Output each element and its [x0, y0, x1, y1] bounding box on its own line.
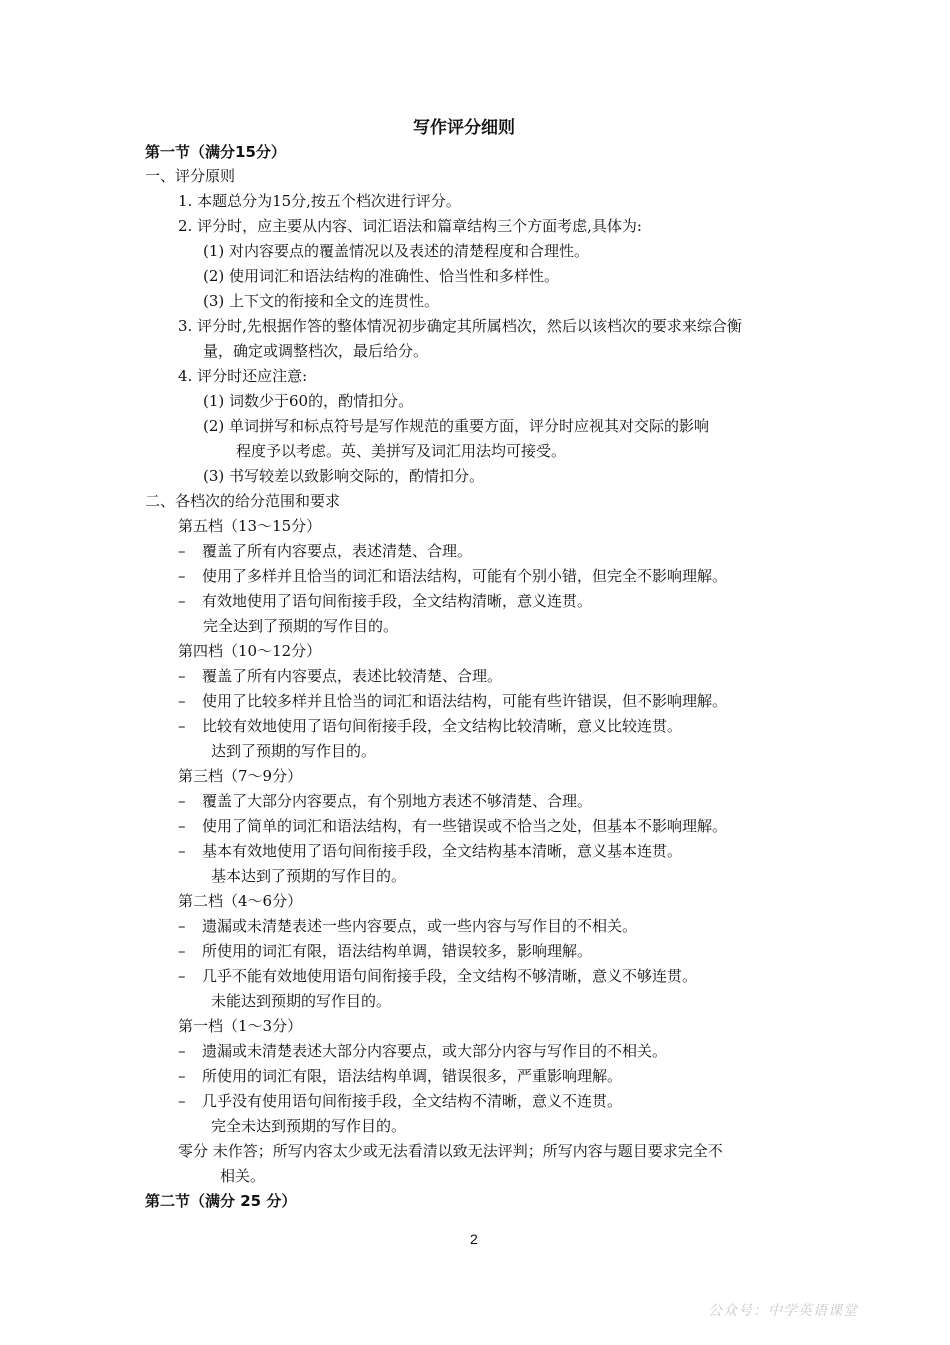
dash-mark: – — [178, 842, 186, 860]
level-goal: 完全未达到预期的写作目的。 — [211, 1117, 407, 1135]
watermark: 公众号：中学英语课堂 — [708, 1303, 858, 1319]
level-item-text: 使用了比较多样并且恰当的词汇和语法结构，可能有些许错误，但不影响理解。 — [202, 692, 728, 710]
principle-2c: (3) 上下文的衔接和全文的连贯性。 — [203, 292, 440, 310]
dash-mark: – — [178, 567, 186, 585]
principle-4a: (1) 词数少于60的，酌情扣分。 — [203, 392, 414, 410]
level-goal: 基本达到了预期的写作目的。 — [211, 867, 407, 885]
level-item-text: 覆盖了大部分内容要点，有个别地方表述不够清楚、合理。 — [202, 792, 593, 810]
level-item — [178, 691, 727, 711]
principle-4b-line2: 程度予以考虑。英、美拼写及词汇用法均可接受。 — [236, 442, 567, 460]
principle-2b: (2) 使用词汇和语法结构的准确性、恰当性和多样性。 — [203, 267, 560, 285]
dash-mark: – — [178, 1042, 186, 1060]
level-item-text: 遗漏或未清楚表述大部分内容要点，或大部分内容与写作目的不相关。 — [202, 1042, 668, 1060]
level-name: 第三档（7～9分） — [178, 767, 303, 785]
level-item — [178, 666, 502, 686]
section2-heading: 第二节（满分 25 分） — [145, 1192, 297, 1210]
level-item-text: 所使用的词汇有限，语法结构单调，错误很多，严重影响理解。 — [202, 1067, 623, 1085]
level-name: 第五档（13～15分） — [178, 517, 322, 535]
dash-mark: – — [178, 817, 186, 835]
dash-mark: – — [178, 1092, 186, 1110]
level-item-text: 基本有效地使用了语句间衔接手段，全文结构基本清晰，意义基本连贯。 — [202, 842, 683, 860]
page-number: 2 — [470, 1231, 478, 1247]
level-item — [178, 566, 727, 586]
level-item — [178, 591, 592, 611]
dash-mark: – — [178, 667, 186, 685]
principle-3-line2: 量，确定或调整档次，最后给分。 — [203, 342, 429, 360]
dash-mark: – — [178, 917, 186, 935]
level-item-text: 覆盖了所有内容要点，表述清楚、合理。 — [202, 542, 473, 560]
dash-mark: – — [178, 1067, 186, 1085]
level-item-text: 覆盖了所有内容要点，表述比较清楚、合理。 — [202, 667, 503, 685]
level-name: 第四档（10～12分） — [178, 642, 322, 660]
level-item — [178, 941, 592, 961]
principle-1: 1. 本题总分为15分,按五个档次进行评分。 — [178, 192, 461, 210]
dash-mark: – — [178, 792, 186, 810]
level-name: 第二档（4～6分） — [178, 892, 303, 910]
level-item — [178, 541, 472, 561]
dash-mark: – — [178, 967, 186, 985]
zero-score-line1: 零分 未作答；所写内容太少或无法看清以致无法评判；所写内容与题目要求完全不 — [178, 1142, 723, 1160]
dash-mark: – — [178, 717, 186, 735]
level-goal: 完全达到了预期的写作目的。 — [203, 617, 399, 635]
dash-mark: – — [178, 542, 186, 560]
level-item — [178, 966, 697, 986]
level-item — [178, 816, 727, 836]
dash-mark: – — [178, 942, 186, 960]
level-item — [178, 916, 637, 936]
level-item-text: 比较有效地使用了语句间衔接手段，全文结构比较清晰，意义比较连贯。 — [202, 717, 683, 735]
level-item-text: 几乎不能有效地使用语句间衔接手段，全文结构不够清晰，意义不够连贯。 — [202, 967, 698, 985]
principle-4: 4. 评分时还应注意: — [178, 367, 308, 385]
level-item — [178, 791, 592, 811]
principle-2: 2. 评分时，应主要从内容、词汇语法和篇章结构三个方面考虑,具体为: — [178, 217, 642, 235]
section1-heading: 第一节（满分15分） — [145, 143, 286, 161]
level-item-text: 遗漏或未清楚表述一些内容要点，或一些内容与写作目的不相关。 — [202, 917, 638, 935]
level-item-text: 使用了简单的词汇和语法结构，有一些错误或不恰当之处，但基本不影响理解。 — [202, 817, 728, 835]
level-item — [178, 716, 682, 736]
level-item-text: 使用了多样并且恰当的词汇和语法结构，可能有个别小错，但完全不影响理解。 — [202, 567, 728, 585]
dash-mark: – — [178, 692, 186, 710]
levels-heading: 二、各档次的给分范围和要求 — [145, 492, 341, 510]
page-title: 写作评分细则 — [413, 118, 515, 138]
zero-score-line2: 相关。 — [220, 1167, 266, 1185]
level-goal: 未能达到预期的写作目的。 — [211, 992, 392, 1010]
principle-2a: (1) 对内容要点的覆盖情况以及表述的清楚程度和合理性。 — [203, 242, 590, 260]
level-item-text: 几乎没有使用语句间衔接手段，全文结构不清晰，意义不连贯。 — [202, 1092, 623, 1110]
principle-3-line1: 3. 评分时,先根据作答的整体情况初步确定其所属档次，然后以该档次的要求来综合衡 — [178, 317, 742, 335]
level-item — [178, 1066, 622, 1086]
level-item — [178, 1091, 622, 1111]
dash-mark: – — [178, 592, 186, 610]
level-item-text: 所使用的词汇有限，语法结构单调，错误较多，影响理解。 — [202, 942, 593, 960]
principle-4b-line1: (2) 单词拼写和标点符号是写作规范的重要方面，评分时应视其对交际的影响 — [203, 417, 710, 435]
principles-heading: 一、评分原则 — [145, 167, 236, 185]
level-name: 第一档（1～3分） — [178, 1017, 303, 1035]
principle-4c: (3) 书写较差以致影响交际的，酌情扣分。 — [203, 467, 485, 485]
level-item-text: 有效地使用了语句间衔接手段，全文结构清晰，意义连贯。 — [202, 592, 593, 610]
level-goal: 达到了预期的写作目的。 — [211, 742, 377, 760]
level-item — [178, 841, 682, 861]
level-item — [178, 1041, 667, 1061]
